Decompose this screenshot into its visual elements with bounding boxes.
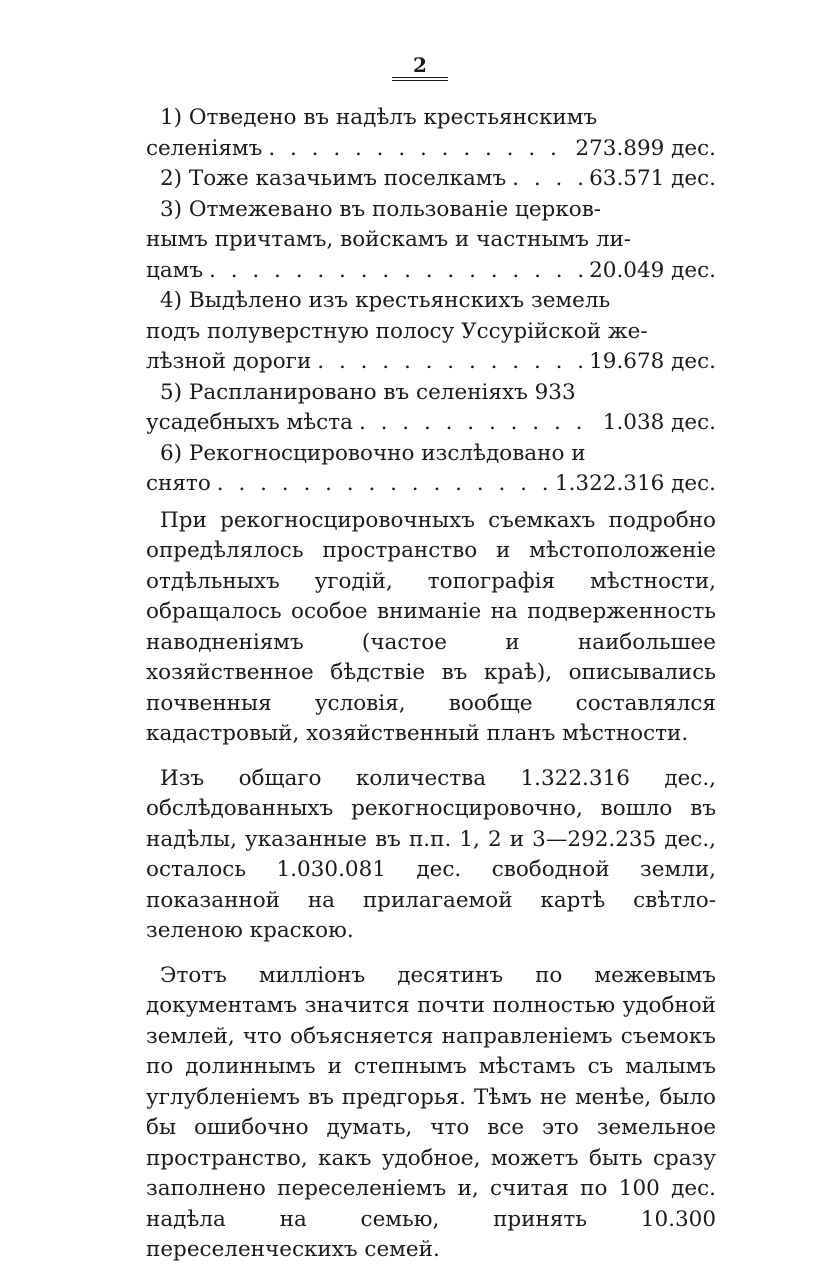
list-item-5-lead: усадебныхъ мѣста — [146, 410, 353, 435]
list-item-4-total — [146, 347, 716, 378]
list-item-4-amount: 19.678 дес. — [589, 349, 716, 374]
list-item-3 — [146, 195, 716, 287]
dot-leader — [268, 134, 569, 165]
list-item-2-lead: 2) Тоже казачьимъ поселкамъ — [160, 166, 507, 191]
paragraph-survey-methods: При рекогносцировочныхъ съемкахъ подробно опредѣлялось пространство и мѣстоположеніе отдѣльныхъ угодій, топографія мѣстности, обращалось особое вниманіе на подверженность наводненіямъ (частое и наибольшее хозяйственное бѣдствіе въ краѣ), описывались почвенныя условія, вообще составлялся кадастровый, хозяйственный планъ мѣстности. — [146, 507, 716, 746]
list-item-4-lead: лѣзной дороги — [146, 349, 312, 374]
list-item-6 — [146, 439, 716, 500]
list-item-6-lead: снято — [146, 471, 211, 496]
list-item-5-amount: 1.038 дес. — [602, 410, 716, 435]
list-item-6-amount: 1.322.316 дес. — [554, 471, 716, 496]
paragraph-conclusion: Этотъ милліонъ десятинъ по межевымъ документамъ значится почти полностью удобной землей, что объясняется направленіемъ съемокъ по долиннымъ и степнымъ мѣстамъ съ малымъ углубленіемъ въ предгорья. Тѣмъ не менѣе, было бы ошибочно думать, что все это земельное пространство, какъ удобное, можетъ быть сразу заполнено переселеніемъ и, считая по 100 дес. надѣла на семью, принять 10.300 переселенческихъ семей. — [146, 962, 716, 1262]
list-item-4-line-1: 4) Выдѣлено изъ крестьянскихъ земель — [160, 288, 611, 313]
page-number-rule — [392, 77, 448, 81]
dot-leader — [317, 347, 583, 378]
list-item-3-line-1: 3) Отмежевано въ пользованіе церков- — [160, 196, 602, 222]
list-item-1-amount: 273.899 дес. — [575, 135, 716, 161]
list-item-5 — [146, 378, 716, 439]
list-item-3-amount: 20.049 дес. — [589, 257, 716, 283]
list-item-3-line-2: нымъ причтамъ, войскамъ и частнымъ ли- — [146, 227, 632, 252]
page-body — [146, 103, 716, 1266]
list-item-5-text: 5) Распланировано въ селеніяхъ 933 — [160, 379, 576, 405]
list-item-1-text: 1) Отведено въ надѣлъ крестьянскимъ — [160, 105, 598, 130]
list-item-4-line-2: подъ полуверстную полосу Уссурійской же- — [146, 318, 648, 344]
page-number-text: 2 — [413, 53, 427, 77]
paragraph-totals: Изъ общаго количества 1.322.316 дес., обслѣдованныхъ рекогносцировочно, вошло въ надѣлы, указанные въ п.п. 1, 2 и 3—292.235 дес., осталось 1.030.081 дес. свободной земли, показанной на прилагаемой картѣ свѣтло-зеленою краскою. — [146, 765, 716, 943]
dot-leader — [359, 408, 597, 439]
list-item-3-total — [146, 256, 716, 287]
list-item-2 — [146, 164, 716, 195]
list-item-5-total — [146, 408, 716, 439]
dot-leader — [209, 256, 583, 287]
dot-leader — [512, 164, 583, 195]
list-item-4 — [146, 286, 716, 378]
list-item-1-lead: селеніямъ — [146, 135, 263, 161]
list-item-2-total — [146, 164, 716, 195]
dot-leader — [217, 469, 549, 500]
list-item-3-lead: цамъ — [146, 257, 204, 283]
list-item-6-text: 6) Рекогносцировочно изслѣдовано и — [160, 440, 586, 466]
page-number — [0, 54, 840, 81]
list-item-1-total — [146, 134, 716, 165]
list-item-6-total — [146, 469, 716, 500]
list-item-1 — [146, 103, 716, 164]
list-item-2-amount: 63.571 дес. — [589, 166, 716, 191]
